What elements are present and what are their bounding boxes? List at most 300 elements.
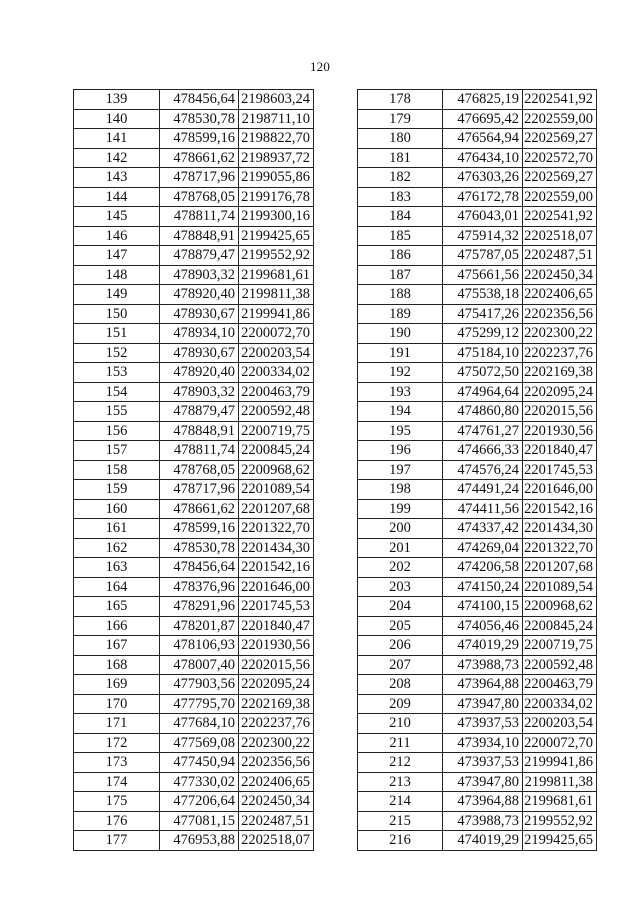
y-coordinate-cell: 2202487,51 xyxy=(239,811,314,831)
table-row xyxy=(74,187,314,207)
point-number-cell: 151 xyxy=(74,324,160,344)
x-coordinate-cell: 478717,96 xyxy=(160,480,239,500)
point-number-cell: 200 xyxy=(358,519,443,539)
point-number-cell: 142 xyxy=(74,148,160,168)
y-coordinate-cell: 2199811,38 xyxy=(239,285,314,305)
y-coordinate-cell: 2199552,92 xyxy=(239,246,314,266)
point-number-cell: 158 xyxy=(74,460,160,480)
table-row xyxy=(358,129,597,149)
x-coordinate-cell: 476043,01 xyxy=(443,207,523,227)
table-row xyxy=(74,616,314,636)
point-number-cell: 159 xyxy=(74,480,160,500)
table-row xyxy=(358,226,597,246)
point-number-cell: 153 xyxy=(74,363,160,383)
y-coordinate-cell: 2200592,48 xyxy=(239,402,314,422)
point-number-cell: 202 xyxy=(358,558,443,578)
y-coordinate-cell: 2202015,56 xyxy=(523,402,597,422)
x-coordinate-cell: 478530,78 xyxy=(160,109,239,129)
y-coordinate-cell: 2201646,00 xyxy=(239,577,314,597)
y-coordinate-cell: 2202518,07 xyxy=(523,226,597,246)
x-coordinate-cell: 474964,64 xyxy=(443,382,523,402)
table-row xyxy=(358,363,597,383)
point-number-cell: 190 xyxy=(358,324,443,344)
y-coordinate-cell: 2198603,24 xyxy=(239,90,314,110)
point-number-cell: 194 xyxy=(358,402,443,422)
table-row xyxy=(358,831,597,851)
point-number-cell: 214 xyxy=(358,792,443,812)
page-number: 120 xyxy=(309,59,331,74)
table-row xyxy=(358,499,597,519)
coordinates-table-right-body xyxy=(358,90,597,851)
x-coordinate-cell: 478768,05 xyxy=(160,460,239,480)
x-coordinate-cell: 474761,27 xyxy=(443,421,523,441)
y-coordinate-cell: 2200334,02 xyxy=(239,363,314,383)
table-row xyxy=(74,538,314,558)
point-number-cell: 188 xyxy=(358,285,443,305)
x-coordinate-cell: 473937,53 xyxy=(443,753,523,773)
table-row xyxy=(358,597,597,617)
x-coordinate-cell: 474666,33 xyxy=(443,441,523,461)
x-coordinate-cell: 477206,64 xyxy=(160,792,239,812)
table-row xyxy=(74,148,314,168)
x-coordinate-cell: 478848,91 xyxy=(160,421,239,441)
y-coordinate-cell: 2200072,70 xyxy=(239,324,314,344)
y-coordinate-cell: 2202015,56 xyxy=(239,655,314,675)
point-number-cell: 149 xyxy=(74,285,160,305)
table-row xyxy=(358,577,597,597)
point-number-cell: 177 xyxy=(74,831,160,851)
x-coordinate-cell: 474056,46 xyxy=(443,616,523,636)
table-row xyxy=(358,285,597,305)
x-coordinate-cell: 473947,80 xyxy=(443,772,523,792)
y-coordinate-cell: 2200203,54 xyxy=(239,343,314,363)
x-coordinate-cell: 476434,10 xyxy=(443,148,523,168)
table-row xyxy=(74,831,314,851)
point-number-cell: 204 xyxy=(358,597,443,617)
y-coordinate-cell: 2199055,86 xyxy=(239,168,314,188)
y-coordinate-cell: 2200968,62 xyxy=(239,460,314,480)
point-number-cell: 203 xyxy=(358,577,443,597)
table-row xyxy=(358,480,597,500)
x-coordinate-cell: 477569,08 xyxy=(160,733,239,753)
coordinates-table-left-body xyxy=(74,90,314,851)
point-number-cell: 196 xyxy=(358,441,443,461)
y-coordinate-cell: 2202095,24 xyxy=(239,675,314,695)
x-coordinate-cell: 476172,78 xyxy=(443,187,523,207)
x-coordinate-cell: 478903,32 xyxy=(160,382,239,402)
y-coordinate-cell: 2201840,47 xyxy=(239,616,314,636)
x-coordinate-cell: 477450,94 xyxy=(160,753,239,773)
point-number-cell: 187 xyxy=(358,265,443,285)
y-coordinate-cell: 2202541,92 xyxy=(523,207,597,227)
y-coordinate-cell: 2202450,34 xyxy=(239,792,314,812)
x-coordinate-cell: 478456,64 xyxy=(160,558,239,578)
point-number-cell: 183 xyxy=(358,187,443,207)
y-coordinate-cell: 2201930,56 xyxy=(239,636,314,656)
point-number-cell: 215 xyxy=(358,811,443,831)
y-coordinate-cell: 2200719,75 xyxy=(523,636,597,656)
y-coordinate-cell: 2199300,16 xyxy=(239,207,314,227)
table-row xyxy=(358,675,597,695)
point-number-cell: 179 xyxy=(358,109,443,129)
y-coordinate-cell: 2202237,76 xyxy=(239,714,314,734)
y-coordinate-cell: 2202541,92 xyxy=(523,90,597,110)
table-row xyxy=(74,129,314,149)
table-row xyxy=(358,694,597,714)
point-number-cell: 208 xyxy=(358,675,443,695)
x-coordinate-cell: 478376,96 xyxy=(160,577,239,597)
table-row xyxy=(74,246,314,266)
y-coordinate-cell: 2200719,75 xyxy=(239,421,314,441)
y-coordinate-cell: 2201089,54 xyxy=(523,577,597,597)
y-coordinate-cell: 2199425,65 xyxy=(523,831,597,851)
x-coordinate-cell: 476695,42 xyxy=(443,109,523,129)
y-coordinate-cell: 2199176,78 xyxy=(239,187,314,207)
point-number-cell: 169 xyxy=(74,675,160,695)
point-number-cell: 197 xyxy=(358,460,443,480)
y-coordinate-cell: 2201542,16 xyxy=(523,499,597,519)
x-coordinate-cell: 478930,67 xyxy=(160,304,239,324)
table-row xyxy=(358,207,597,227)
x-coordinate-cell: 477684,10 xyxy=(160,714,239,734)
point-number-cell: 181 xyxy=(358,148,443,168)
x-coordinate-cell: 476825,19 xyxy=(443,90,523,110)
y-coordinate-cell: 2202450,34 xyxy=(523,265,597,285)
y-coordinate-cell: 2199552,92 xyxy=(523,811,597,831)
x-coordinate-cell: 478201,87 xyxy=(160,616,239,636)
x-coordinate-cell: 478920,40 xyxy=(160,363,239,383)
x-coordinate-cell: 473947,80 xyxy=(443,694,523,714)
x-coordinate-cell: 478661,62 xyxy=(160,499,239,519)
point-number-cell: 173 xyxy=(74,753,160,773)
y-coordinate-cell: 2200463,79 xyxy=(523,675,597,695)
y-coordinate-cell: 2202300,22 xyxy=(523,324,597,344)
table-row xyxy=(74,304,314,324)
y-coordinate-cell: 2202569,27 xyxy=(523,168,597,188)
point-number-cell: 205 xyxy=(358,616,443,636)
x-coordinate-cell: 478599,16 xyxy=(160,519,239,539)
y-coordinate-cell: 2201745,53 xyxy=(239,597,314,617)
x-coordinate-cell: 478007,40 xyxy=(160,655,239,675)
table-row xyxy=(358,382,597,402)
table-row xyxy=(74,324,314,344)
y-coordinate-cell: 2200592,48 xyxy=(523,655,597,675)
y-coordinate-cell: 2202518,07 xyxy=(239,831,314,851)
table-row xyxy=(358,558,597,578)
y-coordinate-cell: 2202300,22 xyxy=(239,733,314,753)
x-coordinate-cell: 474576,24 xyxy=(443,460,523,480)
point-number-cell: 152 xyxy=(74,343,160,363)
x-coordinate-cell: 478599,16 xyxy=(160,129,239,149)
table-row xyxy=(358,109,597,129)
y-coordinate-cell: 2200845,24 xyxy=(523,616,597,636)
y-coordinate-cell: 2200845,24 xyxy=(239,441,314,461)
table-row xyxy=(358,324,597,344)
point-number-cell: 209 xyxy=(358,694,443,714)
point-number-cell: 148 xyxy=(74,265,160,285)
x-coordinate-cell: 473964,88 xyxy=(443,675,523,695)
y-coordinate-cell: 2199941,86 xyxy=(523,753,597,773)
table-row xyxy=(74,694,314,714)
point-number-cell: 198 xyxy=(358,480,443,500)
table-row xyxy=(74,460,314,480)
y-coordinate-cell: 2202169,38 xyxy=(523,363,597,383)
table-row xyxy=(74,343,314,363)
point-number-cell: 195 xyxy=(358,421,443,441)
x-coordinate-cell: 478530,78 xyxy=(160,538,239,558)
point-number-cell: 184 xyxy=(358,207,443,227)
y-coordinate-cell: 2199425,65 xyxy=(239,226,314,246)
x-coordinate-cell: 473988,73 xyxy=(443,811,523,831)
x-coordinate-cell: 477903,56 xyxy=(160,675,239,695)
y-coordinate-cell: 2199941,86 xyxy=(239,304,314,324)
table-row xyxy=(74,265,314,285)
point-number-cell: 175 xyxy=(74,792,160,812)
table-row xyxy=(358,753,597,773)
table-row xyxy=(358,402,597,422)
point-number-cell: 146 xyxy=(74,226,160,246)
y-coordinate-cell: 2202559,00 xyxy=(523,187,597,207)
y-coordinate-cell: 2202572,70 xyxy=(523,148,597,168)
table-row xyxy=(74,811,314,831)
y-coordinate-cell: 2202569,27 xyxy=(523,129,597,149)
point-number-cell: 185 xyxy=(358,226,443,246)
table-row xyxy=(74,519,314,539)
point-number-cell: 180 xyxy=(358,129,443,149)
point-number-cell: 191 xyxy=(358,343,443,363)
point-number-cell: 147 xyxy=(74,246,160,266)
point-number-cell: 162 xyxy=(74,538,160,558)
point-number-cell: 167 xyxy=(74,636,160,656)
y-coordinate-cell: 2201542,16 xyxy=(239,558,314,578)
point-number-cell: 145 xyxy=(74,207,160,227)
point-number-cell: 168 xyxy=(74,655,160,675)
x-coordinate-cell: 478106,93 xyxy=(160,636,239,656)
point-number-cell: 182 xyxy=(358,168,443,188)
table-row xyxy=(74,558,314,578)
y-coordinate-cell: 2199811,38 xyxy=(523,772,597,792)
x-coordinate-cell: 478934,10 xyxy=(160,324,239,344)
table-row xyxy=(358,421,597,441)
x-coordinate-cell: 478879,47 xyxy=(160,402,239,422)
x-coordinate-cell: 474269,04 xyxy=(443,538,523,558)
x-coordinate-cell: 478717,96 xyxy=(160,168,239,188)
y-coordinate-cell: 2200334,02 xyxy=(523,694,597,714)
point-number-cell: 172 xyxy=(74,733,160,753)
point-number-cell: 144 xyxy=(74,187,160,207)
x-coordinate-cell: 478848,91 xyxy=(160,226,239,246)
point-number-cell: 141 xyxy=(74,129,160,149)
x-coordinate-cell: 476564,94 xyxy=(443,129,523,149)
point-number-cell: 174 xyxy=(74,772,160,792)
point-number-cell: 193 xyxy=(358,382,443,402)
x-coordinate-cell: 478768,05 xyxy=(160,187,239,207)
y-coordinate-cell: 2202406,65 xyxy=(239,772,314,792)
y-coordinate-cell: 2201646,00 xyxy=(523,480,597,500)
table-row xyxy=(74,753,314,773)
table-row xyxy=(74,792,314,812)
x-coordinate-cell: 474491,24 xyxy=(443,480,523,500)
table-row xyxy=(358,148,597,168)
x-coordinate-cell: 478920,40 xyxy=(160,285,239,305)
x-coordinate-cell: 475184,10 xyxy=(443,343,523,363)
point-number-cell: 201 xyxy=(358,538,443,558)
point-number-cell: 163 xyxy=(74,558,160,578)
y-coordinate-cell: 2202237,76 xyxy=(523,343,597,363)
point-number-cell: 176 xyxy=(74,811,160,831)
x-coordinate-cell: 477081,15 xyxy=(160,811,239,831)
table-row xyxy=(74,636,314,656)
point-number-cell: 211 xyxy=(358,733,443,753)
y-coordinate-cell: 2201434,30 xyxy=(523,519,597,539)
point-number-cell: 207 xyxy=(358,655,443,675)
x-coordinate-cell: 475072,50 xyxy=(443,363,523,383)
table-row xyxy=(74,733,314,753)
table-row xyxy=(358,655,597,675)
x-coordinate-cell: 475661,56 xyxy=(443,265,523,285)
coordinates-table-left xyxy=(73,89,314,851)
y-coordinate-cell: 2201840,47 xyxy=(523,441,597,461)
x-coordinate-cell: 475787,05 xyxy=(443,246,523,266)
y-coordinate-cell: 2198937,72 xyxy=(239,148,314,168)
table-row xyxy=(74,207,314,227)
table-row xyxy=(74,714,314,734)
y-coordinate-cell: 2200072,70 xyxy=(523,733,597,753)
x-coordinate-cell: 478456,64 xyxy=(160,90,239,110)
y-coordinate-cell: 2198711,10 xyxy=(239,109,314,129)
table-row xyxy=(74,480,314,500)
x-coordinate-cell: 476303,26 xyxy=(443,168,523,188)
table-row xyxy=(358,90,597,110)
table-row xyxy=(358,792,597,812)
table-row xyxy=(358,636,597,656)
x-coordinate-cell: 473988,73 xyxy=(443,655,523,675)
table-row xyxy=(74,772,314,792)
point-number-cell: 206 xyxy=(358,636,443,656)
x-coordinate-cell: 474100,15 xyxy=(443,597,523,617)
y-coordinate-cell: 2201089,54 xyxy=(239,480,314,500)
x-coordinate-cell: 474019,29 xyxy=(443,831,523,851)
point-number-cell: 216 xyxy=(358,831,443,851)
table-row xyxy=(358,616,597,636)
y-coordinate-cell: 2201434,30 xyxy=(239,538,314,558)
table-row xyxy=(358,304,597,324)
point-number-cell: 171 xyxy=(74,714,160,734)
y-coordinate-cell: 2202559,00 xyxy=(523,109,597,129)
x-coordinate-cell: 474150,24 xyxy=(443,577,523,597)
point-number-cell: 157 xyxy=(74,441,160,461)
x-coordinate-cell: 474411,56 xyxy=(443,499,523,519)
x-coordinate-cell: 478903,32 xyxy=(160,265,239,285)
x-coordinate-cell: 475538,18 xyxy=(443,285,523,305)
table-row xyxy=(74,382,314,402)
point-number-cell: 199 xyxy=(358,499,443,519)
x-coordinate-cell: 478291,96 xyxy=(160,597,239,617)
y-coordinate-cell: 2201207,68 xyxy=(523,558,597,578)
table-row xyxy=(358,811,597,831)
point-number-cell: 189 xyxy=(358,304,443,324)
table-row xyxy=(74,226,314,246)
x-coordinate-cell: 474206,58 xyxy=(443,558,523,578)
table-row xyxy=(74,675,314,695)
y-coordinate-cell: 2201322,70 xyxy=(523,538,597,558)
x-coordinate-cell: 475417,26 xyxy=(443,304,523,324)
point-number-cell: 154 xyxy=(74,382,160,402)
point-number-cell: 155 xyxy=(74,402,160,422)
y-coordinate-cell: 2202487,51 xyxy=(523,246,597,266)
coordinates-table-right xyxy=(357,89,597,851)
y-coordinate-cell: 2198822,70 xyxy=(239,129,314,149)
table-row xyxy=(358,714,597,734)
point-number-cell: 213 xyxy=(358,772,443,792)
table-row xyxy=(358,343,597,363)
point-number-cell: 192 xyxy=(358,363,443,383)
x-coordinate-cell: 473937,53 xyxy=(443,714,523,734)
x-coordinate-cell: 478879,47 xyxy=(160,246,239,266)
point-number-cell: 170 xyxy=(74,694,160,714)
y-coordinate-cell: 2201207,68 xyxy=(239,499,314,519)
point-number-cell: 156 xyxy=(74,421,160,441)
point-number-cell: 139 xyxy=(74,90,160,110)
point-number-cell: 166 xyxy=(74,616,160,636)
y-coordinate-cell: 2202095,24 xyxy=(523,382,597,402)
y-coordinate-cell: 2202406,65 xyxy=(523,285,597,305)
point-number-cell: 212 xyxy=(358,753,443,773)
point-number-cell: 178 xyxy=(358,90,443,110)
table-row xyxy=(358,441,597,461)
y-coordinate-cell: 2199681,61 xyxy=(239,265,314,285)
x-coordinate-cell: 474019,29 xyxy=(443,636,523,656)
y-coordinate-cell: 2199681,61 xyxy=(523,792,597,812)
table-row xyxy=(74,90,314,110)
y-coordinate-cell: 2202356,56 xyxy=(239,753,314,773)
y-coordinate-cell: 2200203,54 xyxy=(523,714,597,734)
table-row xyxy=(358,538,597,558)
point-number-cell: 165 xyxy=(74,597,160,617)
point-number-cell: 186 xyxy=(358,246,443,266)
table-row xyxy=(74,421,314,441)
point-number-cell: 160 xyxy=(74,499,160,519)
x-coordinate-cell: 476953,88 xyxy=(160,831,239,851)
y-coordinate-cell: 2201745,53 xyxy=(523,460,597,480)
table-row xyxy=(74,285,314,305)
table-row xyxy=(358,168,597,188)
x-coordinate-cell: 477330,02 xyxy=(160,772,239,792)
x-coordinate-cell: 475914,32 xyxy=(443,226,523,246)
table-row xyxy=(358,460,597,480)
table-row xyxy=(74,655,314,675)
x-coordinate-cell: 477795,70 xyxy=(160,694,239,714)
table-row xyxy=(74,597,314,617)
table-row xyxy=(358,246,597,266)
y-coordinate-cell: 2202356,56 xyxy=(523,304,597,324)
x-coordinate-cell: 473964,88 xyxy=(443,792,523,812)
table-row xyxy=(74,363,314,383)
table-row xyxy=(74,441,314,461)
x-coordinate-cell: 473934,10 xyxy=(443,733,523,753)
table-row xyxy=(358,187,597,207)
y-coordinate-cell: 2201930,56 xyxy=(523,421,597,441)
point-number-cell: 210 xyxy=(358,714,443,734)
point-number-cell: 140 xyxy=(74,109,160,129)
point-number-cell: 150 xyxy=(74,304,160,324)
y-coordinate-cell: 2200968,62 xyxy=(523,597,597,617)
x-coordinate-cell: 478811,74 xyxy=(160,441,239,461)
point-number-cell: 143 xyxy=(74,168,160,188)
table-row xyxy=(358,733,597,753)
table-row xyxy=(358,265,597,285)
table-row xyxy=(74,109,314,129)
